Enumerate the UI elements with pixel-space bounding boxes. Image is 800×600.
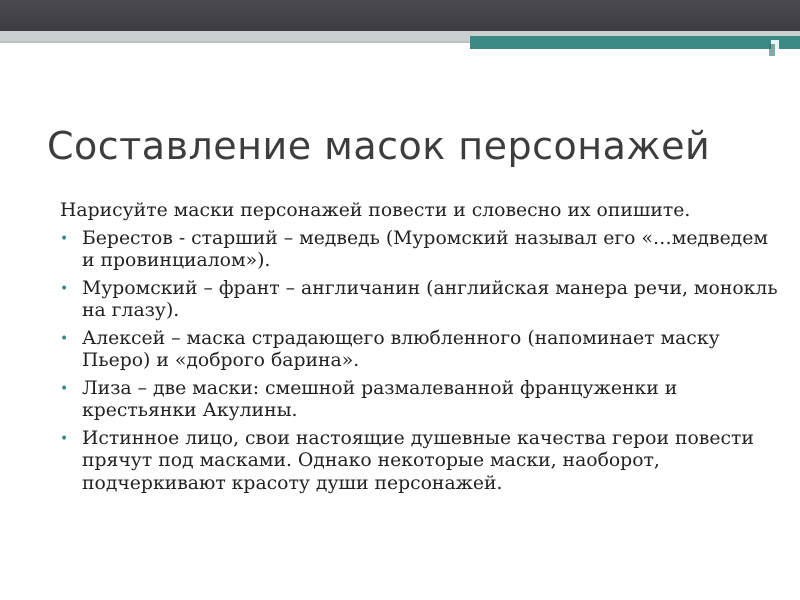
lead-text: Нарисуйте маски персонажей повести и словесно их опишите. xyxy=(60,200,691,221)
bullet-icon: • xyxy=(60,430,69,447)
header-divider xyxy=(0,41,470,43)
list-item xyxy=(60,228,780,273)
accent-bar xyxy=(470,36,800,49)
lead-paragraph xyxy=(60,200,780,223)
slide-content xyxy=(60,200,780,500)
header-bar xyxy=(0,0,800,31)
list-item xyxy=(60,378,780,423)
list-item-text: Лиза – две маски: смешной размалеванной француженки и крестьянки Акулины. xyxy=(82,377,678,421)
list-item xyxy=(60,428,780,496)
corner-decoration-icon xyxy=(769,40,785,58)
list-item-text: Муромский – франт – англичанин (английская манера речи, монокль на глазу). xyxy=(82,277,778,321)
list-item-text: Истинное лицо, свои настоящие душевные качества герои повести прячут под масками. Однако некоторые маски, наоборот, подчеркивают красоту души персонажей. xyxy=(82,427,754,494)
bullet-icon: • xyxy=(60,280,69,297)
list-item-text: Берестов - старший – медведь (Муромский называл его «…медведем и провинциалом»). xyxy=(82,227,768,271)
list-item xyxy=(60,278,780,323)
page-title: Составление масок персонажей xyxy=(47,124,711,168)
bullet-icon: • xyxy=(60,230,69,247)
bullet-icon: • xyxy=(60,330,69,347)
bullet-icon: • xyxy=(60,380,69,397)
list-item xyxy=(60,328,780,373)
list-item-text: Алексей – маска страдающего влюбленного (напоминает маску Пьеро) и «доброго барина». xyxy=(82,327,720,371)
